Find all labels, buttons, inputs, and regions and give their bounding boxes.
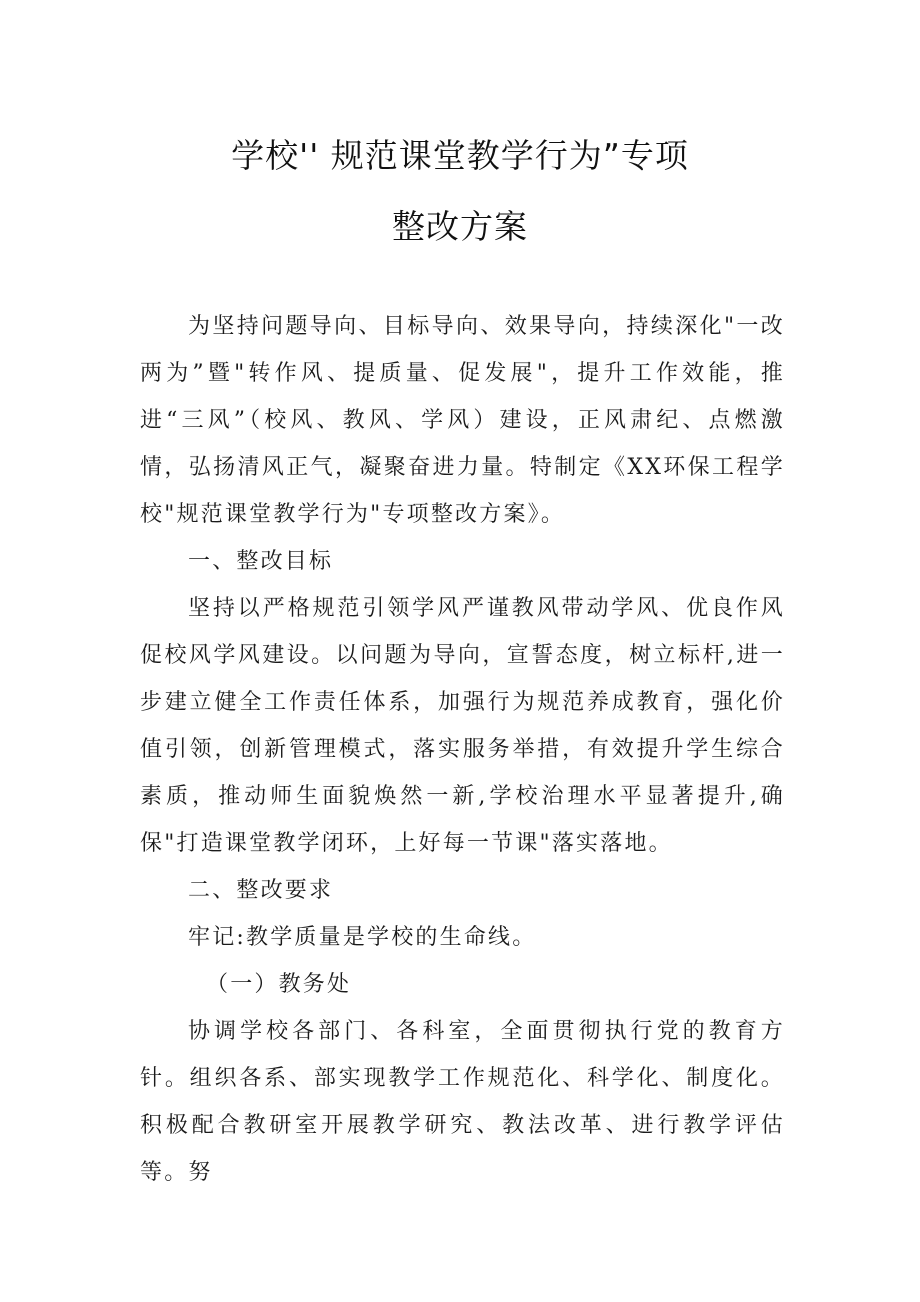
- document-body: [140, 303, 785, 1196]
- document-title-line1: 学校'' 规范课堂教学行为”专项: [231, 136, 689, 175]
- subsection-heading-academic-affairs: （一）教务处: [206, 972, 352, 997]
- section-heading-requirements: 二、整改要求: [188, 878, 334, 903]
- goals-paragraph: 坚持以严格规范引领学风严谨教风带动学风、优良作风促校风学风建设。以问题为导向，宣誓态度，树立标杆,进一步建立健全工作责任体系，加强行为规范养成教育，强化价值引领，创新管理模式，落实服务举措，有效提升学生综合素质，推动师生面貌焕然一新,学校治理水平显著提升,确保"打造课堂教学闭环，上好每一节课"落实落地。: [140, 596, 785, 856]
- section-heading-goals: 一、整改目标: [188, 549, 334, 574]
- document-title-line2: 整改方案: [392, 207, 528, 246]
- intro-paragraph: 为坚持问题导向、目标导向、效果导向，持续深化"一改两为”暨"转作风、提质量、促发展"，提升工作效能，推进“三风”（校风、教风、学风）建设，正风肃纪、点燃激情，弘扬清风正气，凝聚奋进力量。特制定《XX环保工程学校"规范课堂教学行为"专项整改方案》。: [140, 314, 785, 527]
- academic-affairs-paragraph: 协调学校各部门、各科室，全面贯彻执行党的教育方针。组织各系、部实现教学工作规范化、科学化、制度化。积极配合教研室开展教学研究、教法改革、进行教学评估等。努: [140, 1019, 785, 1185]
- requirements-motto: 牢记:教学质量是学校的生命线。: [188, 925, 537, 950]
